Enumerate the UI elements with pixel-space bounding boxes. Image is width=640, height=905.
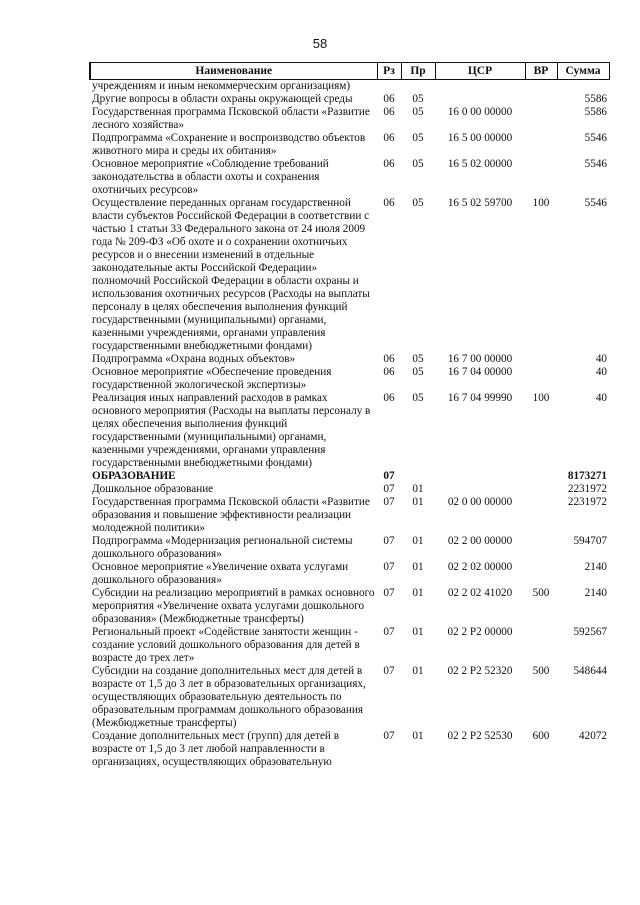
cell-vr [525, 366, 557, 392]
cell-pr: 05 [412, 158, 424, 170]
table-row [90, 353, 609, 366]
cell-vr: 100 [532, 392, 550, 404]
cell-rz: 07 [383, 483, 395, 495]
cell-pr: 01 [412, 730, 424, 742]
cell-csr [435, 470, 525, 483]
cell-pr: 05 [412, 93, 424, 105]
cell-sum: 592567 [573, 626, 607, 638]
header-vr: ВР [525, 63, 557, 80]
cell-rz: 07 [383, 626, 395, 638]
cell-name: Реализация иных направлений расходов в рамках основного мероприятия (Расходы на выплаты персоналу в целях обеспечения выполнения функций государственными (муниципальными) органами, казенными учреждениями, органами управления государственными внебюджетными фондами) [92, 392, 371, 469]
table-row [90, 561, 609, 587]
cell-vr: 100 [532, 197, 550, 209]
cell-csr: 02 2 P2 00000 [447, 626, 513, 638]
table-row [90, 483, 609, 496]
cell-sum: 594707 [573, 535, 607, 547]
cell-name: Региональный проект «Содействие занятости женщин - создание условий дошкольного образования для детей в возрасте до трех лет» [92, 626, 360, 664]
cell-name: Субсидии на создание дополнительных мест для детей в возрасте от 1,5 до 3 лет в образовательных организациях, осуществляющих образовательную деятельность по образовательным программам дошкольного образования (Межбюджетные трансферты) [92, 665, 366, 729]
cell-pr: 05 [412, 197, 424, 209]
cell-rz: 06 [383, 392, 395, 404]
cell-name: Государственная программа Псковской области «Развитие образования и повышение эффективности реализации молодежной политики» [92, 496, 370, 534]
cell-pr: 01 [412, 665, 424, 677]
cell-csr [435, 93, 525, 106]
table-row [90, 80, 609, 94]
table-row [90, 366, 609, 392]
table-row [90, 496, 609, 535]
cell-rz: 06 [383, 93, 395, 105]
cell-rz: 07 [383, 470, 395, 482]
table-row [90, 158, 609, 197]
cell-rz [377, 80, 401, 94]
cell-name: Основное мероприятие «Обеспечение проведения государственной экологической экспертизы» [92, 366, 332, 391]
cell-vr [525, 132, 557, 158]
header-sum: Сумма [557, 63, 609, 80]
table-row [90, 106, 609, 132]
table-header-row [90, 63, 609, 80]
cell-csr [435, 80, 525, 94]
cell-rz: 07 [383, 665, 395, 677]
cell-vr [525, 470, 557, 483]
cell-name: Создание дополнительных мест (групп) для детей в возрасте от 1,5 до 3 лет любой направленности в организациях, осуществляющих образовательную [92, 730, 339, 768]
cell-sum: 40 [595, 392, 607, 404]
cell-rz: 06 [383, 158, 395, 170]
cell-rz: 07 [383, 730, 395, 742]
cell-name: учреждениям и иным некоммерческим организациям) [92, 80, 351, 92]
cell-pr: 01 [412, 535, 424, 547]
cell-sum: 5586 [584, 93, 607, 105]
cell-csr: 02 2 02 41020 [447, 587, 513, 599]
cell-name: ОБРАЗОВАНИЕ [92, 470, 176, 482]
cell-name: Дошкольное образование [92, 483, 214, 495]
cell-rz: 06 [383, 353, 395, 365]
cell-pr [401, 80, 435, 94]
table-row [90, 730, 609, 769]
header-pr: Пр [401, 63, 435, 80]
cell-csr: 16 5 02 59700 [447, 197, 513, 209]
header-name: Наименование [90, 63, 377, 80]
cell-vr [525, 483, 557, 496]
cell-csr: 16 7 00 00000 [447, 353, 513, 365]
table-row [90, 587, 609, 626]
cell-name: Основное мероприятие «Увеличение охвата услугами дошкольного образования» [92, 561, 349, 586]
table-row [90, 470, 609, 483]
table-row [90, 132, 609, 158]
cell-csr [435, 483, 525, 496]
cell-vr: 500 [532, 665, 550, 677]
cell-sum: 40 [595, 353, 607, 365]
table-row [90, 535, 609, 561]
cell-pr: 05 [412, 392, 424, 404]
cell-vr [525, 106, 557, 132]
cell-pr: 05 [412, 132, 424, 144]
cell-vr [525, 158, 557, 197]
cell-rz: 07 [383, 535, 395, 547]
cell-vr [525, 93, 557, 106]
table-row [90, 197, 609, 353]
cell-rz: 07 [383, 496, 395, 508]
cell-csr: 16 5 02 00000 [447, 158, 513, 170]
table-row [90, 626, 609, 665]
cell-rz: 06 [383, 106, 395, 118]
cell-sum: 548644 [573, 665, 607, 677]
cell-sum: 5546 [584, 132, 607, 144]
cell-pr: 01 [412, 587, 424, 599]
cell-sum: 5586 [584, 106, 607, 118]
header-rz: Рз [377, 63, 401, 80]
cell-sum: 8173271 [567, 470, 607, 482]
cell-vr [525, 353, 557, 366]
cell-name: Подпрограмма «Сохранение и воспроизводство объектов животного мира и среды их обитания» [92, 132, 366, 157]
table-row [90, 93, 609, 106]
cell-csr: 16 7 04 99990 [447, 392, 513, 404]
cell-pr: 01 [412, 496, 424, 508]
cell-pr: 05 [412, 106, 424, 118]
cell-rz: 06 [383, 197, 395, 209]
cell-pr: 05 [412, 366, 424, 378]
cell-pr: 01 [412, 561, 424, 573]
cell-sum: 5546 [584, 158, 607, 170]
cell-rz: 07 [383, 561, 395, 573]
cell-name: Государственная программа Псковской области «Развитие лесного хозяйства» [92, 106, 370, 131]
cell-sum: 2140 [584, 561, 607, 573]
cell-sum: 40 [595, 366, 607, 378]
cell-pr: 05 [412, 353, 424, 365]
cell-name: Основное мероприятие «Соблюдение требований законодательства в области охоты и сохранения охотничьих ресурсов» [92, 158, 329, 196]
cell-csr: 02 2 00 00000 [447, 535, 513, 547]
cell-name: Другие вопросы в области охраны окружающей среды [92, 93, 353, 105]
cell-rz: 06 [383, 366, 395, 378]
cell-vr: 500 [532, 587, 550, 599]
cell-sum: 2140 [584, 587, 607, 599]
cell-rz: 07 [383, 587, 395, 599]
cell-name: Подпрограмма «Охрана водных объектов» [92, 353, 296, 365]
table-row [90, 665, 609, 730]
cell-csr: 02 2 02 00000 [447, 561, 513, 573]
cell-csr: 02 2 P2 52530 [447, 730, 513, 742]
cell-name: Осуществление переданных органам государственной власти субъектов Российской Федерации в соответствии с частью 1 статьи 33 Федерального закона от 24 июля 2009 года № 209-ФЗ «Об охоте и о сохранении охотничьих ресурсов и о внесении изменений в отдельные законодательные акты Российской Федерации» полномочий Российской Федерации в области охраны и использования охотничьих ресурсов (Расходы на выплаты персоналу в целях обеспечения выполнения функций государственными (муниципальными) органами, казенными учреждениями, органами управления государственными внебюджетными фондами) [92, 197, 370, 352]
cell-sum: 42072 [579, 730, 607, 742]
cell-csr: 16 7 04 00000 [447, 366, 513, 378]
cell-pr [401, 470, 435, 483]
table-row [90, 392, 609, 470]
cell-csr: 02 0 00 00000 [447, 496, 513, 508]
cell-vr [525, 561, 557, 587]
cell-csr: 16 0 00 00000 [447, 106, 513, 118]
cell-name: Субсидии на реализацию мероприятий в рамках основного мероприятия «Увеличение охвата услугами дошкольного образования» (Межбюджетные трансферты) [92, 587, 375, 625]
page-number: 58 [312, 36, 328, 51]
header-csr: ЦСР [435, 63, 525, 80]
cell-vr [525, 626, 557, 665]
cell-rz: 06 [383, 132, 395, 144]
cell-sum: 2231972 [567, 483, 607, 495]
cell-sum: 5546 [584, 197, 607, 209]
cell-vr: 600 [532, 730, 550, 742]
budget-table [89, 62, 610, 769]
cell-csr: 16 5 00 00000 [447, 132, 513, 144]
cell-vr [525, 496, 557, 535]
cell-vr [525, 80, 557, 94]
cell-pr: 01 [412, 483, 424, 495]
cell-csr: 02 2 P2 52320 [447, 665, 513, 677]
cell-vr [525, 535, 557, 561]
cell-sum [557, 80, 609, 94]
cell-pr: 01 [412, 626, 424, 638]
cell-sum: 2231972 [567, 496, 607, 508]
cell-name: Подпрограмма «Модернизация региональной системы дошкольного образования» [92, 535, 353, 560]
